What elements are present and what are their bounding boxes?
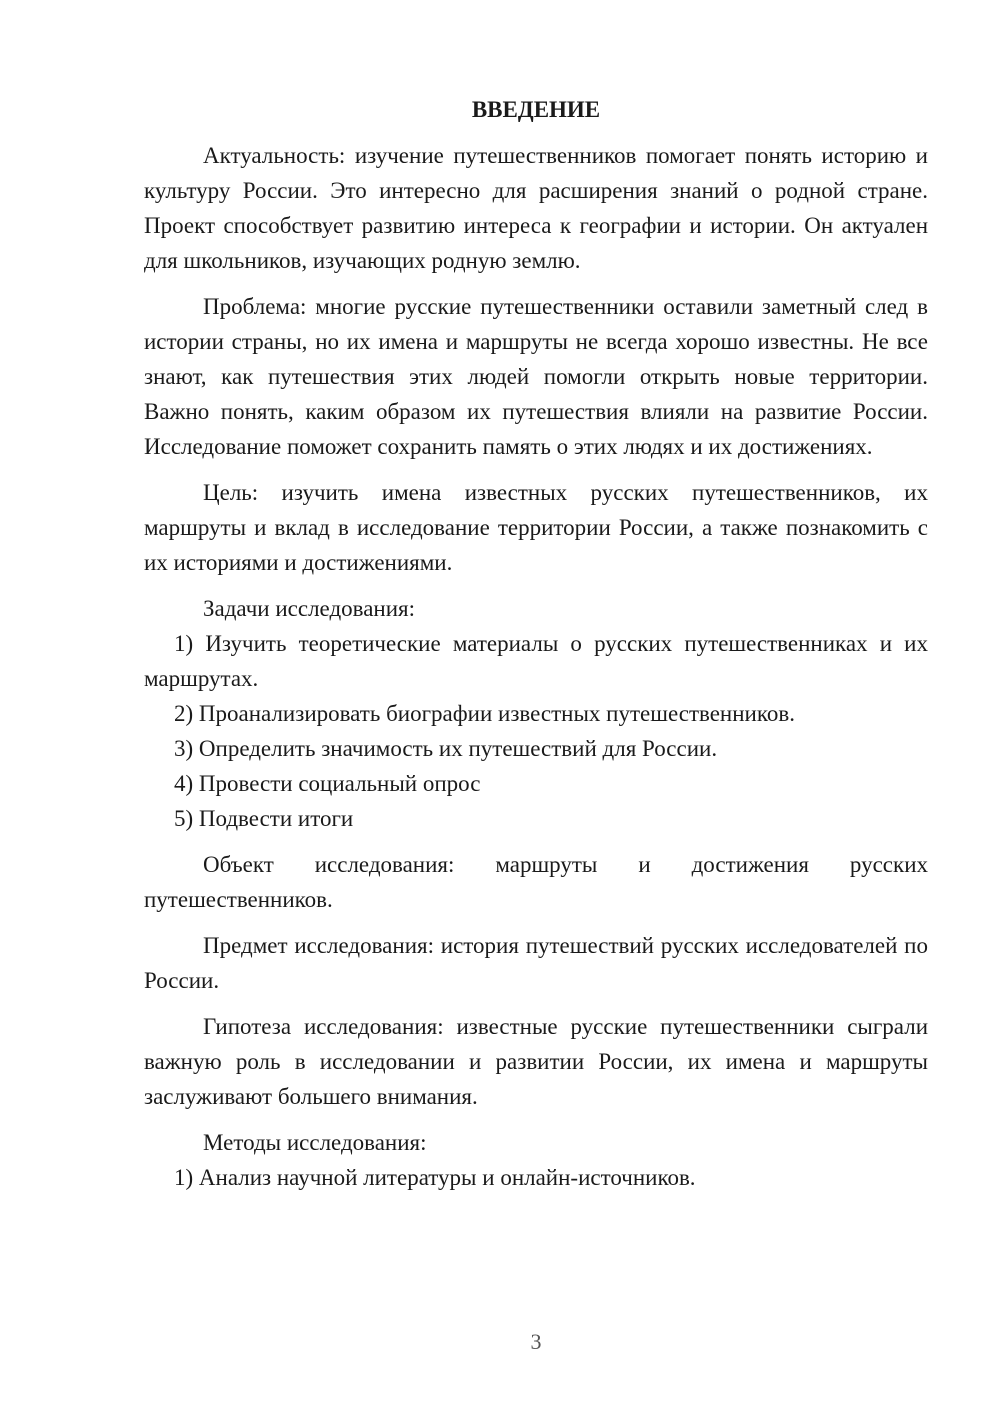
task-item: 3) Определить значимость их путешествий для России.	[174, 736, 718, 761]
task-item: 1) Изучить теоретические материалы о русских путешественниках и их маршрутах.	[144, 631, 928, 691]
problem-paragraph: Проблема: многие русские путешественники оставили заметный след в истории страны, но их имена и маршруты не всегда хорошо известны. Не все знают, как путешествия этих людей помогли открыть новые территории. Важно понять, каким образом их путешествия влияли на развитие России. Исследование поможет сохранить память о этих людях и их достижениях.	[144, 294, 928, 459]
section-title: ВВЕДЕНИЕ	[471, 97, 601, 122]
goal-paragraph: Цель: изучить имена известных русских путешественников, их маршруты и вклад в исследование территории России, а также познакомить с их историями и достижениями.	[144, 480, 928, 575]
task-item: 4) Провести социальный опрос	[174, 771, 481, 796]
page-number: 3	[530, 1329, 542, 1354]
subject-paragraph: Предмет исследования: история путешествий русских исследователей по России.	[144, 933, 928, 993]
method-item: 1) Анализ научной литературы и онлайн-источников.	[174, 1165, 696, 1190]
methods-heading: Методы исследования:	[203, 1130, 427, 1155]
relevance-paragraph: Актуальность: изучение путешественников помогает понять историю и культуру России. Это интересно для расширения знаний о родной стране. Проект способствует развитию интереса к географии и истории. Он актуален для школьников, изучающих родную землю.	[144, 143, 928, 273]
task-item: 5) Подвести итоги	[174, 806, 354, 831]
tasks-heading: Задачи исследования:	[203, 596, 416, 621]
page-content	[144, 92, 928, 1195]
hypothesis-paragraph: Гипотеза исследования: известные русские путешественники сыграли важную роль в исследовании и развитии России, их имена и маршруты заслуживают большего внимания.	[144, 1014, 928, 1109]
task-item: 2) Проанализировать биографии известных путешественников.	[174, 701, 795, 726]
object-paragraph: Объект исследования: маршруты и достижения русских путешественников.	[144, 852, 928, 912]
